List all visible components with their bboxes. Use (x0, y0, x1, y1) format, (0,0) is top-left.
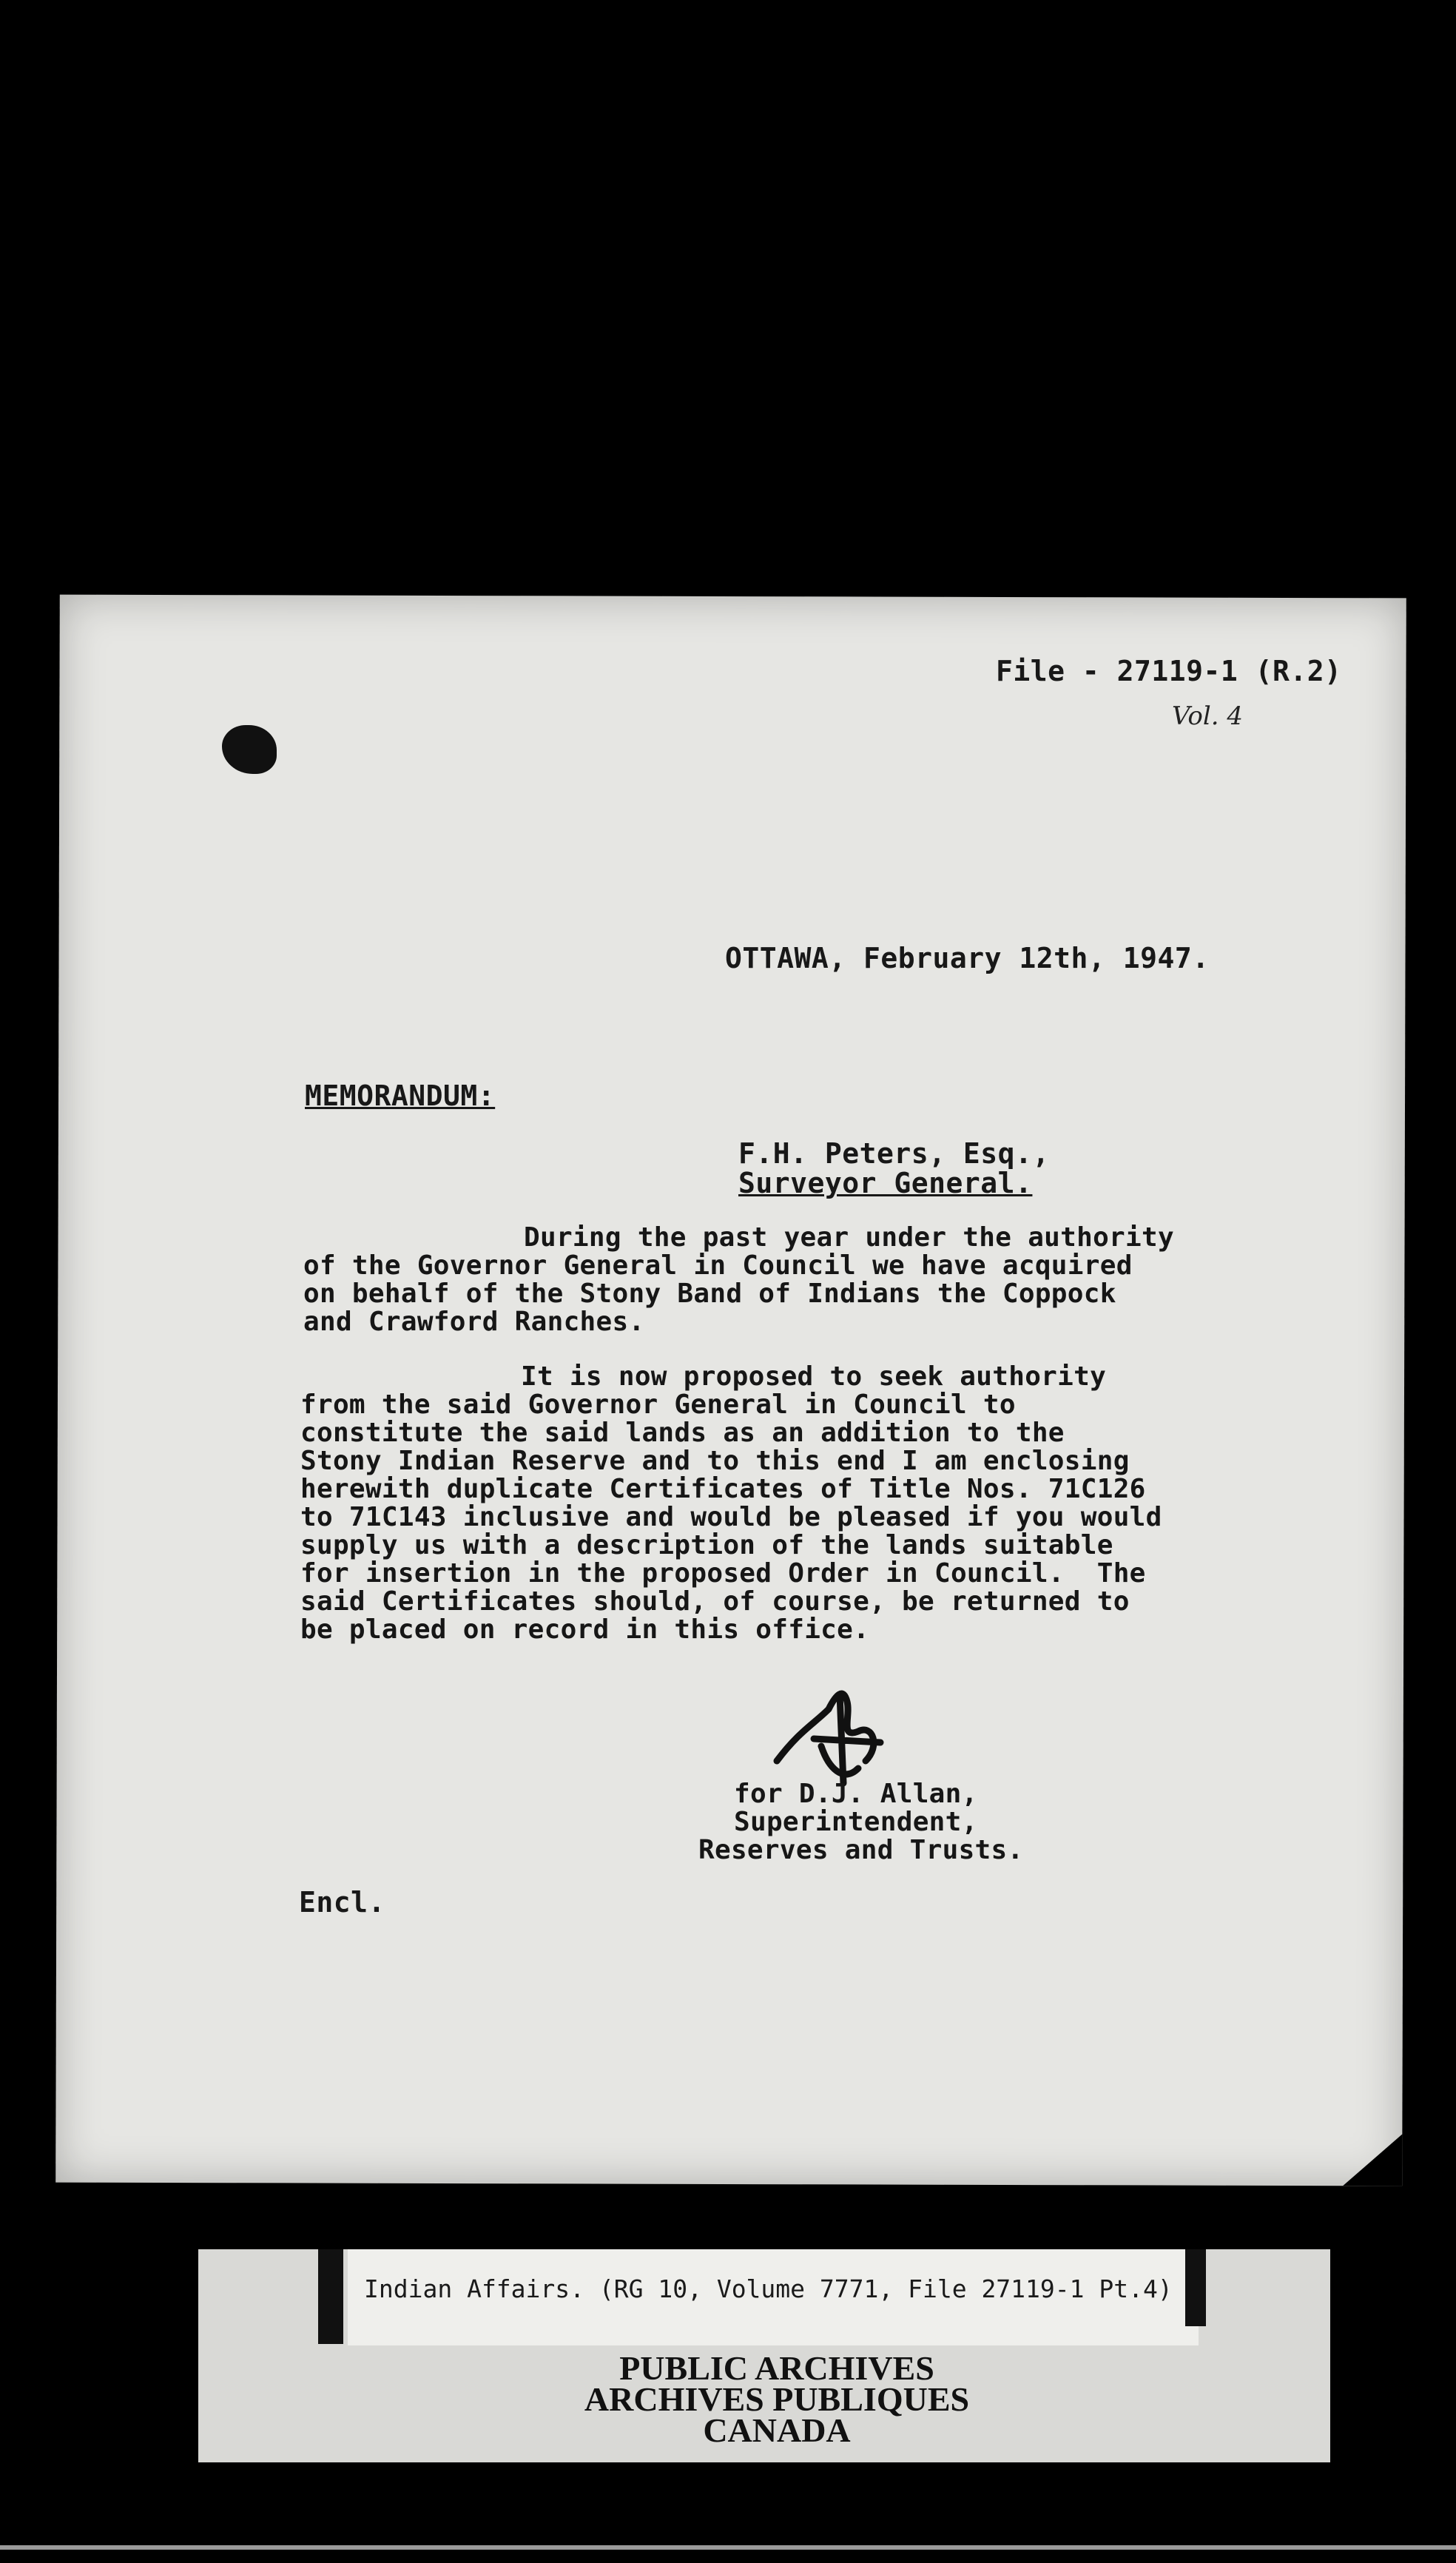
date-line: OTTAWA, February 12th, 1947. (725, 942, 1210, 974)
paragraph-1-line: on behalf of the Stony Band of Indians the Coppock (303, 1279, 1116, 1309)
file-reference: File - 27119-1 (R.2) (996, 655, 1342, 687)
paragraph-2-line: for insertion in the proposed Order in Council. The (300, 1558, 1146, 1589)
paragraph-1-line: During the past year under the authority (524, 1222, 1174, 1253)
paragraph-2-line: said Certificates should, of course, be returned to (300, 1586, 1130, 1617)
paragraph-2-line: constitute the said lands as an addition to the (300, 1418, 1065, 1448)
paragraph-2-line: herewith duplicate Certificates of Title Nos. 71C126 (300, 1474, 1146, 1504)
signature-block (698, 1780, 1023, 1865)
label-tab-left (318, 2249, 343, 2344)
signature-line: Reserves and Trusts. (698, 1835, 1024, 1865)
enclosure-text: Encl. (299, 1886, 385, 1919)
handwritten-signature (769, 1680, 895, 1791)
page-curl (1343, 2134, 1402, 2186)
paragraph-2-line: to 71C143 inclusive and would be pleased if you would (300, 1502, 1162, 1532)
archive-line-1: PUBLIC ARCHIVES (619, 2349, 934, 2387)
paragraph-2 (300, 1363, 1162, 1644)
memo-heading: MEMORANDUM: (305, 1080, 496, 1112)
frame-bottom-line (0, 2545, 1456, 2550)
signature-line: Superintendent, (734, 1807, 978, 1837)
label-tab-right (1185, 2249, 1206, 2326)
addressee-name: F.H. Peters, Esq., (738, 1137, 1050, 1170)
archive-line-2: ARCHIVES PUBLIQUES (584, 2380, 970, 2418)
paragraph-2-line: from the said Governor General in Council to (300, 1390, 1016, 1420)
addressee-title: Surveyor General. (738, 1167, 1033, 1199)
paragraph-1 (303, 1224, 1174, 1336)
paragraph-2-line: be placed on record in this office. (300, 1614, 870, 1645)
archive-line-3: CANADA (703, 2411, 851, 2449)
paragraph-1-line: of the Governor General in Council we have acquired (303, 1250, 1133, 1281)
signature-line: for D.J. Allan, (734, 1779, 978, 1809)
paragraph-2-line: It is now proposed to seek authority (521, 1361, 1107, 1392)
file-annotation: Vol. 4 (1172, 701, 1244, 731)
archive-caption: Indian Affairs. (RG 10, Volume 7771, File 27119-1 Pt.4) (364, 2274, 1173, 2303)
paragraph-2-line: Stony Indian Reserve and to this end I am enclosing (300, 1446, 1130, 1476)
paragraph-2-line: supply us with a description of the lands suitable (300, 1530, 1113, 1560)
paragraph-1-line: and Crawford Ranches. (303, 1307, 645, 1337)
